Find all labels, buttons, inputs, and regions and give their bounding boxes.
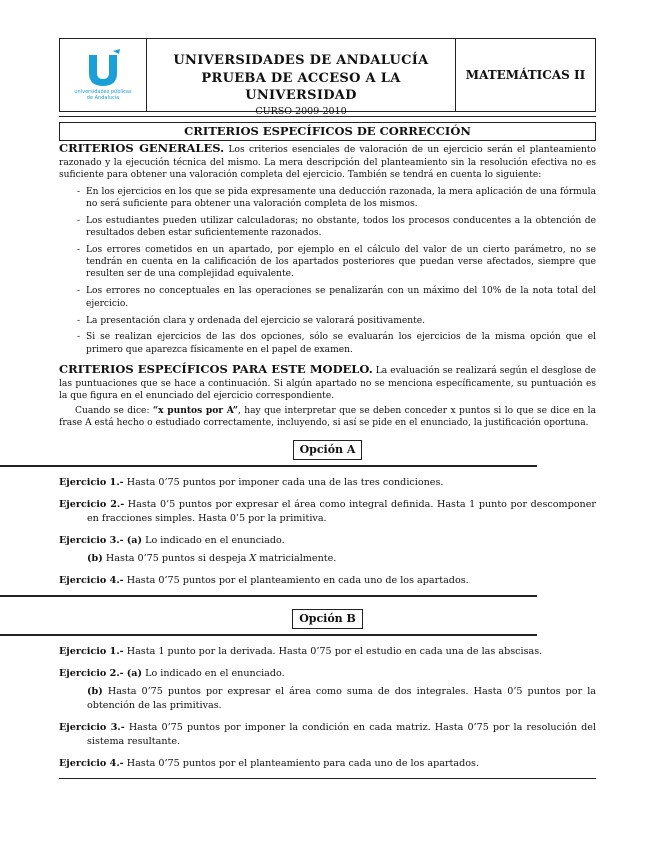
specific-criteria-heading: CRITERIOS ESPECÍFICOS PARA ESTE MODELO. (59, 362, 373, 377)
cuando-pre: Cuando se dice: (75, 405, 153, 416)
general-criteria-heading: CRITERIOS GENERALES. (59, 141, 225, 155)
bottom-divider (59, 778, 596, 779)
list-item: - Los errores no conceptuales en las operaciones se penalizarán con un máximo del 10% de la nota total del ejercicio. (86, 285, 596, 310)
general-criteria-paragraph (59, 142, 596, 182)
logo-text-line1: universidades públicas (74, 89, 132, 95)
exercise-text: Hasta 1 punto por la derivada. Hasta 0’75 por el estudio en cada una de las abscisas. (126, 645, 543, 657)
header-subject: MATEMÁTICAS II (465, 68, 586, 82)
part-label: (a) (126, 667, 143, 679)
option-b-title-wrap (59, 607, 596, 629)
option-b-title: Opción B (292, 609, 363, 629)
u-logo-icon (85, 49, 121, 87)
exercise-label: Ejercicio 2.- (59, 498, 125, 510)
list-item: - La presentación clara y ordenada del ejercicio se valorará positivamente. (86, 315, 596, 327)
document-page (59, 38, 596, 779)
exercise-text-pre: Hasta 0’75 puntos si despeja (105, 552, 250, 564)
exercise-text: Hasta 0’5 puntos por expresar el área como integral definida. Hasta 1 punto por descomponer en fracciones simples. Hasta 0’5 por la primitiva. (87, 498, 596, 524)
exercise-text: Lo indicado en el enunciado. (145, 667, 285, 679)
list-item: - Los estudiantes pueden utilizar calculadoras; no obstante, todos los procesos conducentes a la obtención de resultados deben estar suficientemente razonados. (86, 215, 596, 240)
general-criteria-text: Los criterios esenciales de valoración de un ejercicio serán el planteamiento razonado y la ejecución técnica del mismo. La mera descripción del planteamiento sin la resolución efectiva no es suficiente para obtener una valoración completa del ejercicio. También se tendrá en cuenta lo siguiente: (59, 145, 596, 180)
exercise-text: Hasta 0’75 puntos por el planteamiento para cada uno de los apartados. (126, 757, 479, 769)
option-b-divider (0, 634, 537, 636)
option-b-exercise-4 (59, 757, 596, 771)
list-item: - Si se realizan ejercicios de las dos opciones, sólo se evaluarán los ejercicios de la misma opción que el primero que aparezca físicamente en el papel de examen. (86, 331, 596, 356)
exercise-text: Lo indicado en el enunciado. (145, 534, 285, 546)
option-b-exercise-3 (59, 721, 596, 749)
header-course: CURSO 2009-2010 (255, 106, 347, 117)
cuando-post: , hay que interpretar que se deben conceder x puntos si lo que se dice en la frase A está hecho o estudiado correctamente, incluyendo, si así se pide en el enunciado, la justificación oportuna. (59, 405, 596, 429)
university-logo (60, 39, 147, 111)
list-item: - Los errores cometidos en un apartado, por ejemplo en el cálculo del valor de un cierto parámetro, no se tendrán en cuenta en la calificación de los apartados posteriores que puedan verse afectados, siempre que resulten ser de una complejidad equivalente. (86, 244, 596, 281)
part-label: (b) (87, 552, 103, 564)
header (59, 38, 596, 117)
header-title-2: PRUEBA DE ACCESO A LA UNIVERSIDAD (201, 71, 401, 103)
header-titles (147, 39, 456, 117)
option-a-bottom-divider (0, 595, 537, 597)
cuando-bold: “x puntos por A” (152, 404, 238, 416)
option-a-exercise-3 (59, 534, 596, 548)
logo-text-line2: de Andalucía (86, 95, 120, 101)
exercise-label: Ejercicio 2.- (59, 667, 124, 679)
points-interpretation-paragraph (59, 405, 596, 430)
exercise-label: Ejercicio 1.- (59, 645, 124, 657)
exercise-variable: X (249, 552, 257, 564)
exercise-text: Hasta 0’75 puntos por imponer cada una de las tres condiciones. (126, 476, 444, 488)
general-criteria-list (59, 186, 596, 357)
header-title-1: UNIVERSIDADES DE ANDALUCÍA (173, 53, 429, 68)
logo-text (74, 89, 131, 101)
option-b-exercise-1 (59, 645, 596, 659)
exercise-label: Ejercicio 3.- (59, 534, 124, 546)
exercise-text: Hasta 0’75 puntos por el planteamiento en cada uno de los apartados. (126, 574, 469, 586)
exercise-label: Ejercicio 3.- (59, 721, 125, 733)
option-a-divider (0, 465, 537, 467)
exercise-text: Hasta 0’75 puntos por imponer la condición en cada matriz. Hasta 0’75 por la resolución del sistema resultante. (87, 721, 596, 747)
part-label: (b) (87, 685, 103, 697)
part-label: (a) (126, 534, 143, 546)
exercise-text: Hasta 0’75 puntos por expresar el área como suma de dos integrales. Hasta 0’5 puntos por la obtención de las primitivas. (87, 685, 596, 711)
exercise-label: Ejercicio 4.- (59, 757, 124, 769)
option-a-exercise-4 (59, 574, 596, 588)
option-a-title: Opción A (293, 440, 363, 460)
option-b-exercise-2 (59, 667, 596, 681)
specific-criteria-paragraph (59, 363, 596, 403)
list-item: - En los ejercicios en los que se pida expresamente una deducción razonada, la mera aplicación de una fórmula no será suficiente para obtener una valoración completa de los mismos. (86, 186, 596, 211)
exercise-text-post: matricialmente. (256, 552, 337, 564)
section-title: CRITERIOS ESPECÍFICOS DE CORRECCIÓN (59, 122, 596, 141)
option-a-exercise-2 (59, 498, 596, 526)
exercise-label: Ejercicio 1.- (59, 476, 124, 488)
option-a-exercise-1 (59, 476, 596, 490)
specific-criteria-text: La evaluación se realizará según el desglose de las puntuaciones que se hace a continuación. Si algún apartado no se menciona específicamente, su puntuación es la que figura en el enunciado del ejercicio correspondiente. (59, 366, 596, 402)
exercise-label: Ejercicio 4.- (59, 574, 124, 586)
option-a-exercise-3b (59, 552, 596, 566)
option-a-title-wrap (59, 438, 596, 460)
option-b-exercise-2b (59, 685, 596, 713)
